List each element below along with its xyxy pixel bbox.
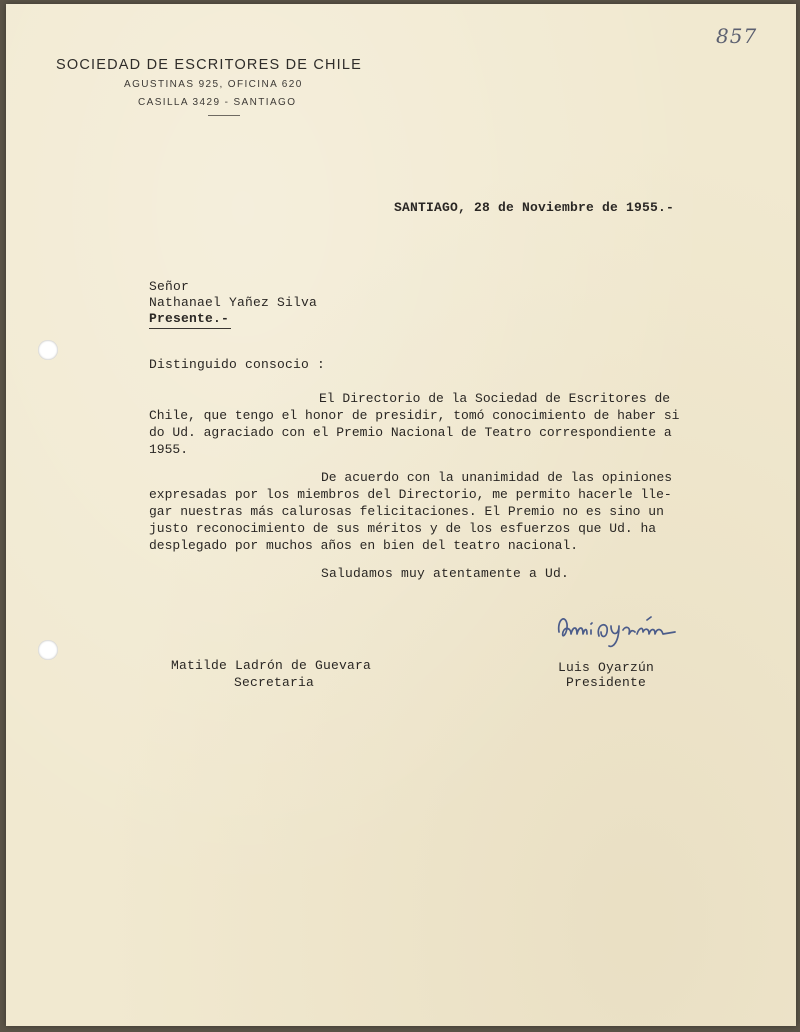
paragraph-line: 1955. <box>149 442 189 457</box>
paragraph-line: justo reconocimiento de sus méritos y de los esfuerzos que Ud. ha <box>149 521 657 536</box>
secretary-name: Matilde Ladrón de Guevara <box>171 658 372 673</box>
greeting: Distinguido consocio : <box>149 357 326 372</box>
letterhead-casilla: CASILLA 3429 - SANTIAGO <box>138 97 297 108</box>
archive-number: 857 <box>716 24 758 48</box>
addressee-name: Nathanael Yañez Silva <box>149 295 318 310</box>
paragraph-line: expresadas por los miembros del Directorio, me permito hacerle lle- <box>149 487 672 502</box>
paragraph-line: do Ud. agraciado con el Premio Nacional de Teatro correspondiente a <box>149 425 672 440</box>
punch-hole-upper <box>38 340 58 360</box>
paragraph-line: gar nuestras más calurosas felicitaciones. El Premio no es sino un <box>149 504 664 519</box>
punch-hole-lower <box>38 640 58 660</box>
addressee-title: Señor <box>149 279 190 294</box>
president-signature <box>551 602 701 652</box>
paragraph-line: desplegado por muchos años en bien del teatro nacional. <box>149 538 579 553</box>
paragraph-line: De acuerdo con la unanimidad de las opiniones <box>321 470 673 485</box>
letterhead-address: AGUSTINAS 925, OFICINA 620 <box>124 79 303 90</box>
closing-line: Saludamos muy atentamente a Ud. <box>321 566 570 581</box>
letterhead-divider <box>208 115 240 116</box>
president-name: Luis Oyarzún <box>558 660 655 675</box>
president-title: Presidente <box>566 675 647 690</box>
date-line: SANTIAGO, 28 de Noviembre de 1955.- <box>394 200 675 215</box>
presente-underline <box>149 328 231 329</box>
addressee-presente: Presente.- <box>149 311 230 326</box>
letterhead-title: SOCIEDAD DE ESCRITORES DE CHILE <box>56 57 363 73</box>
secretary-title: Secretaria <box>234 675 315 690</box>
paragraph-line: Chile, que tengo el honor de presidir, tomó conocimiento de haber si <box>149 408 680 423</box>
letter-page <box>6 4 796 1026</box>
paragraph-line: El Directorio de la Sociedad de Escritores de <box>319 391 671 406</box>
